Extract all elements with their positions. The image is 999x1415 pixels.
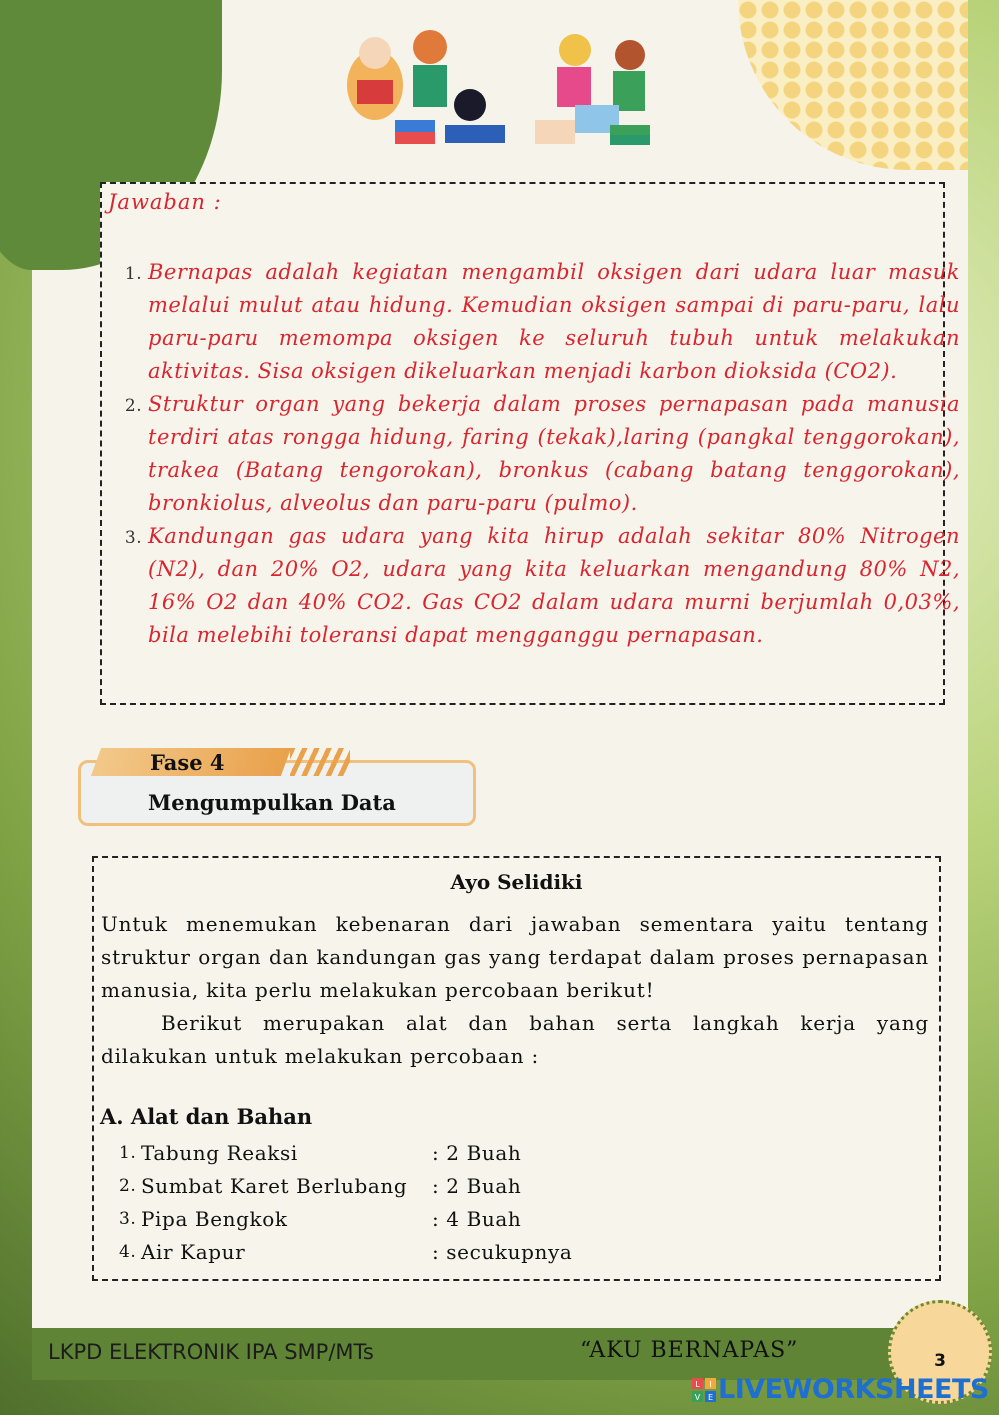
liveworksheets-watermark[interactable]: LIVEWORKSHEETS xyxy=(718,1374,989,1405)
item-name: Sumbat Karet Berlubang xyxy=(141,1174,408,1198)
phase-stripes-decoration xyxy=(290,748,350,776)
phase-banner xyxy=(78,748,480,830)
logo-letter-e: E xyxy=(707,1393,714,1402)
answer-heading: Jawaban : xyxy=(108,190,222,214)
investigation-box xyxy=(92,856,941,1281)
phase-label: Fase 4 xyxy=(150,750,225,775)
item-name: Air Kapur xyxy=(141,1240,246,1264)
item-name: Pipa Bengkok xyxy=(141,1207,288,1231)
logo-letter-i: I xyxy=(709,1380,712,1389)
answer-list xyxy=(124,256,960,652)
phase-title: Mengumpulkan Data xyxy=(148,790,396,815)
liveworksheets-logo-icon xyxy=(692,1378,716,1402)
item-quantity: : 4 Buah xyxy=(432,1207,522,1231)
answer-item: 3. Kandungan gas udara yang kita hirup adalah sekitar 80% Nitrogen (N2), dan 20% O2, udara yang kita keluarkan mengandung 80% N2, 16% O2 dan 40% CO2. Gas CO2 dalam udara murni berjumlah 0,03%, bila melebihi toleransi dapat mengganggu pernapasan. xyxy=(148,520,960,652)
list-item xyxy=(119,1203,619,1236)
item-quantity: : secukupnya xyxy=(432,1240,573,1264)
answer-box xyxy=(100,182,960,705)
item-name: Tabung Reaksi xyxy=(141,1141,298,1165)
honeycomb-decoration xyxy=(738,0,968,170)
investigation-title: Ayo Selidiki xyxy=(450,870,583,894)
item-number: 1. xyxy=(119,1143,137,1163)
list-item xyxy=(119,1137,619,1170)
item-number: 2. xyxy=(119,1176,137,1196)
footer-title: “AKU BERNAPAS” xyxy=(580,1338,799,1363)
materials-list xyxy=(119,1137,619,1269)
answer-item: 1. Bernapas adalah kegiatan mengambil oksigen dari udara luar masuk melalui mulut atau hidung. Kemudian oksigen sampai di paru-paru, lalu paru-paru memompa oksigen ke seluruh tubuh untuk melakukan aktivitas. Sisa oksigen dikeluarkan menjadi karbon dioksida (CO2). xyxy=(148,256,960,388)
logo-letter-v: V xyxy=(694,1393,701,1402)
page-number: 3 xyxy=(934,1351,946,1371)
item-number: 4. xyxy=(119,1242,137,1262)
tools-intro-paragraph: Berikut merupakan alat dan bahan serta langkah kerja yang dilakukan untuk melakukan percobaan : xyxy=(101,1011,929,1068)
list-item xyxy=(119,1170,619,1203)
item-quantity: : 2 Buah xyxy=(432,1174,522,1198)
item-number: 3. xyxy=(119,1209,137,1229)
children-reading-illustration xyxy=(335,25,655,160)
intro-paragraph: Untuk menemukan kebenaran dari jawaban sementara yaitu tentang struktur organ dan kandungan gas yang terdapat dalam proses pernapasan manusia, kita perlu melakukan percobaan berikut! xyxy=(101,912,929,1002)
footer-left-text: LKPD ELEKTRONIK IPA SMP/MTs xyxy=(48,1340,374,1364)
section-a-heading: A. Alat dan Bahan xyxy=(100,1104,313,1129)
answer-item: 2. Struktur organ yang bekerja dalam proses pernapasan pada manusia terdiri atas rongga hidung, faring (tekak),laring (pangkal tenggorokan), trakea (Batang tengorokan), bronkus (cabang batang tenggorokan), bronkiolus, alveolus dan paru-paru (pulmo). xyxy=(148,388,960,520)
logo-letter-l: L xyxy=(695,1380,700,1389)
item-quantity: : 2 Buah xyxy=(432,1141,522,1165)
list-item xyxy=(119,1236,619,1269)
footer-bar xyxy=(32,1328,968,1380)
